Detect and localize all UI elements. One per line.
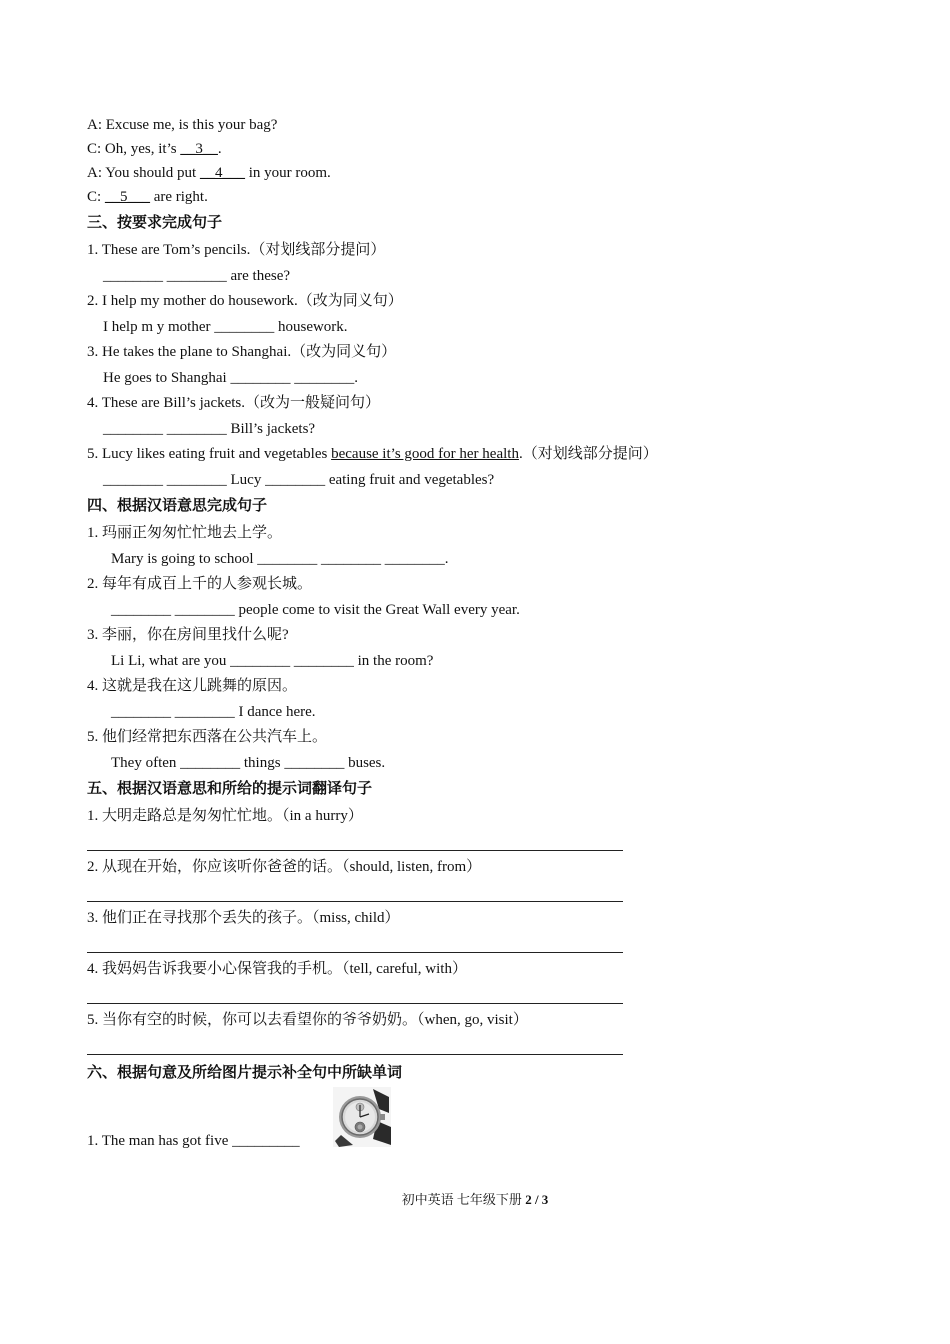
section-6-question-1 [87,1131,371,1151]
answer-blank-3[interactable]: __3__ [180,141,218,157]
section-3-answer-4[interactable]: ________ ________ Bill’s jackets? [103,421,316,437]
page-footer [0,1190,950,1210]
section-4-question-4: 4. 这就是我在这儿跳舞的原因。 [87,678,298,694]
answer-blank-4[interactable]: __4___ [199,165,245,181]
section-5-question-4: 4. 我妈妈告诉我要小心保管我的手机。（tell, careful, with） [87,961,467,977]
dialogue-line-c1 [87,139,222,159]
answer-line-3[interactable] [87,952,623,953]
question-text: .（对划线部分提问） [518,446,658,462]
dialogue-text: . [217,141,222,157]
section-3-question-2: 2. I help my mother do housework.（改为同义句） [87,293,403,309]
section-5-question-2: 2. 从现在开始，你应该听你爸爸的话。（should, listen, from） [87,859,482,875]
section-5-question-3: 3. 他们正在寻找那个丢失的孩子。（miss, child） [87,910,400,926]
section-4-question-3: 3. 李丽，你在房间里找什么呢? [87,627,289,643]
section-4-answer-4[interactable]: ________ ________ I dance here. [111,704,316,720]
section-4-answer-2[interactable]: ________ ________ people come to visit the Great Wall every year. [111,602,520,618]
question-text: 1. The man has got five _________ [87,1133,300,1149]
dialogue-text: C: Oh, yes, it’s [87,141,181,157]
section-3-answer-3[interactable]: He goes to Shanghai ________ ________. [103,370,358,386]
section-3-question-1: 1. These are Tom’s pencils.（对划线部分提问） [87,242,386,258]
section-5-question-1: 1. 大明走路总是匆匆忙忙地。（in a hurry） [87,808,363,824]
answer-blank-5[interactable]: __5___ [104,189,150,205]
dialogue-text: in your room. [244,165,331,181]
dialogue-text: C: [87,189,105,205]
section-4-answer-3[interactable]: Li Li, what are you ________ ________ in the room? [111,653,434,669]
section-4-answer-1[interactable]: Mary is going to school ________ ________ ________. [111,551,449,567]
section-4-question-5: 5. 他们经常把东西落在公共汽车上。 [87,729,328,745]
footer-label: 初中英语 七年级下册 [401,1192,526,1207]
section-5-heading: 五、根据汉语意思和所给的提示词翻译句子 [87,779,373,797]
dialogue-text: A: You should put [87,165,200,181]
dialogue-line-a1: A: Excuse me, is this your bag? [87,117,278,133]
question-text: 5. Lucy likes eating fruit and vegetables [87,446,332,462]
section-4-question-1: 1. 玛丽正匆匆忙忙地去上学。 [87,525,283,541]
section-4-question-2: 2. 每年有成百上千的人参观长城。 [87,576,313,592]
dialogue-line-a2 [87,163,331,183]
section-3-question-4: 4. These are Bill’s jackets.（改为一般疑问句） [87,395,381,411]
wristwatch-icon [333,1087,391,1147]
dialogue-line-c2 [87,187,208,207]
page-number: 2 / 3 [525,1192,549,1207]
section-5-question-5: 5. 当你有空的时候，你可以去看望你的爷爷奶奶。（when, go, visit） [87,1012,528,1028]
section-4-heading: 四、根据汉语意思完成句子 [87,496,268,514]
answer-line-4[interactable] [87,1003,623,1004]
dialogue-text: are right. [149,189,208,205]
underlined-phrase: because it’s good for her health [331,446,519,462]
answer-line-1[interactable] [87,850,623,851]
section-3-answer-5[interactable]: ________ ________ Lucy ________ eating fruit and vegetables? [103,472,495,488]
section-4-answer-5[interactable]: They often ________ things ________ buses. [111,755,386,771]
section-6-heading: 六、根据句意及所给图片提示补全句中所缺单词 [87,1063,403,1081]
section-3-question-5 [87,444,658,464]
section-3-heading: 三、按要求完成句子 [87,213,223,231]
answer-line-2[interactable] [87,901,623,902]
answer-line-5[interactable] [87,1054,623,1055]
section-3-question-3: 3. He takes the plane to Shanghai.（改为同义句） [87,344,397,360]
section-3-answer-2[interactable]: I help m y mother ________ housework. [103,319,348,335]
section-3-answer-1[interactable]: ________ ________ are these? [103,268,291,284]
